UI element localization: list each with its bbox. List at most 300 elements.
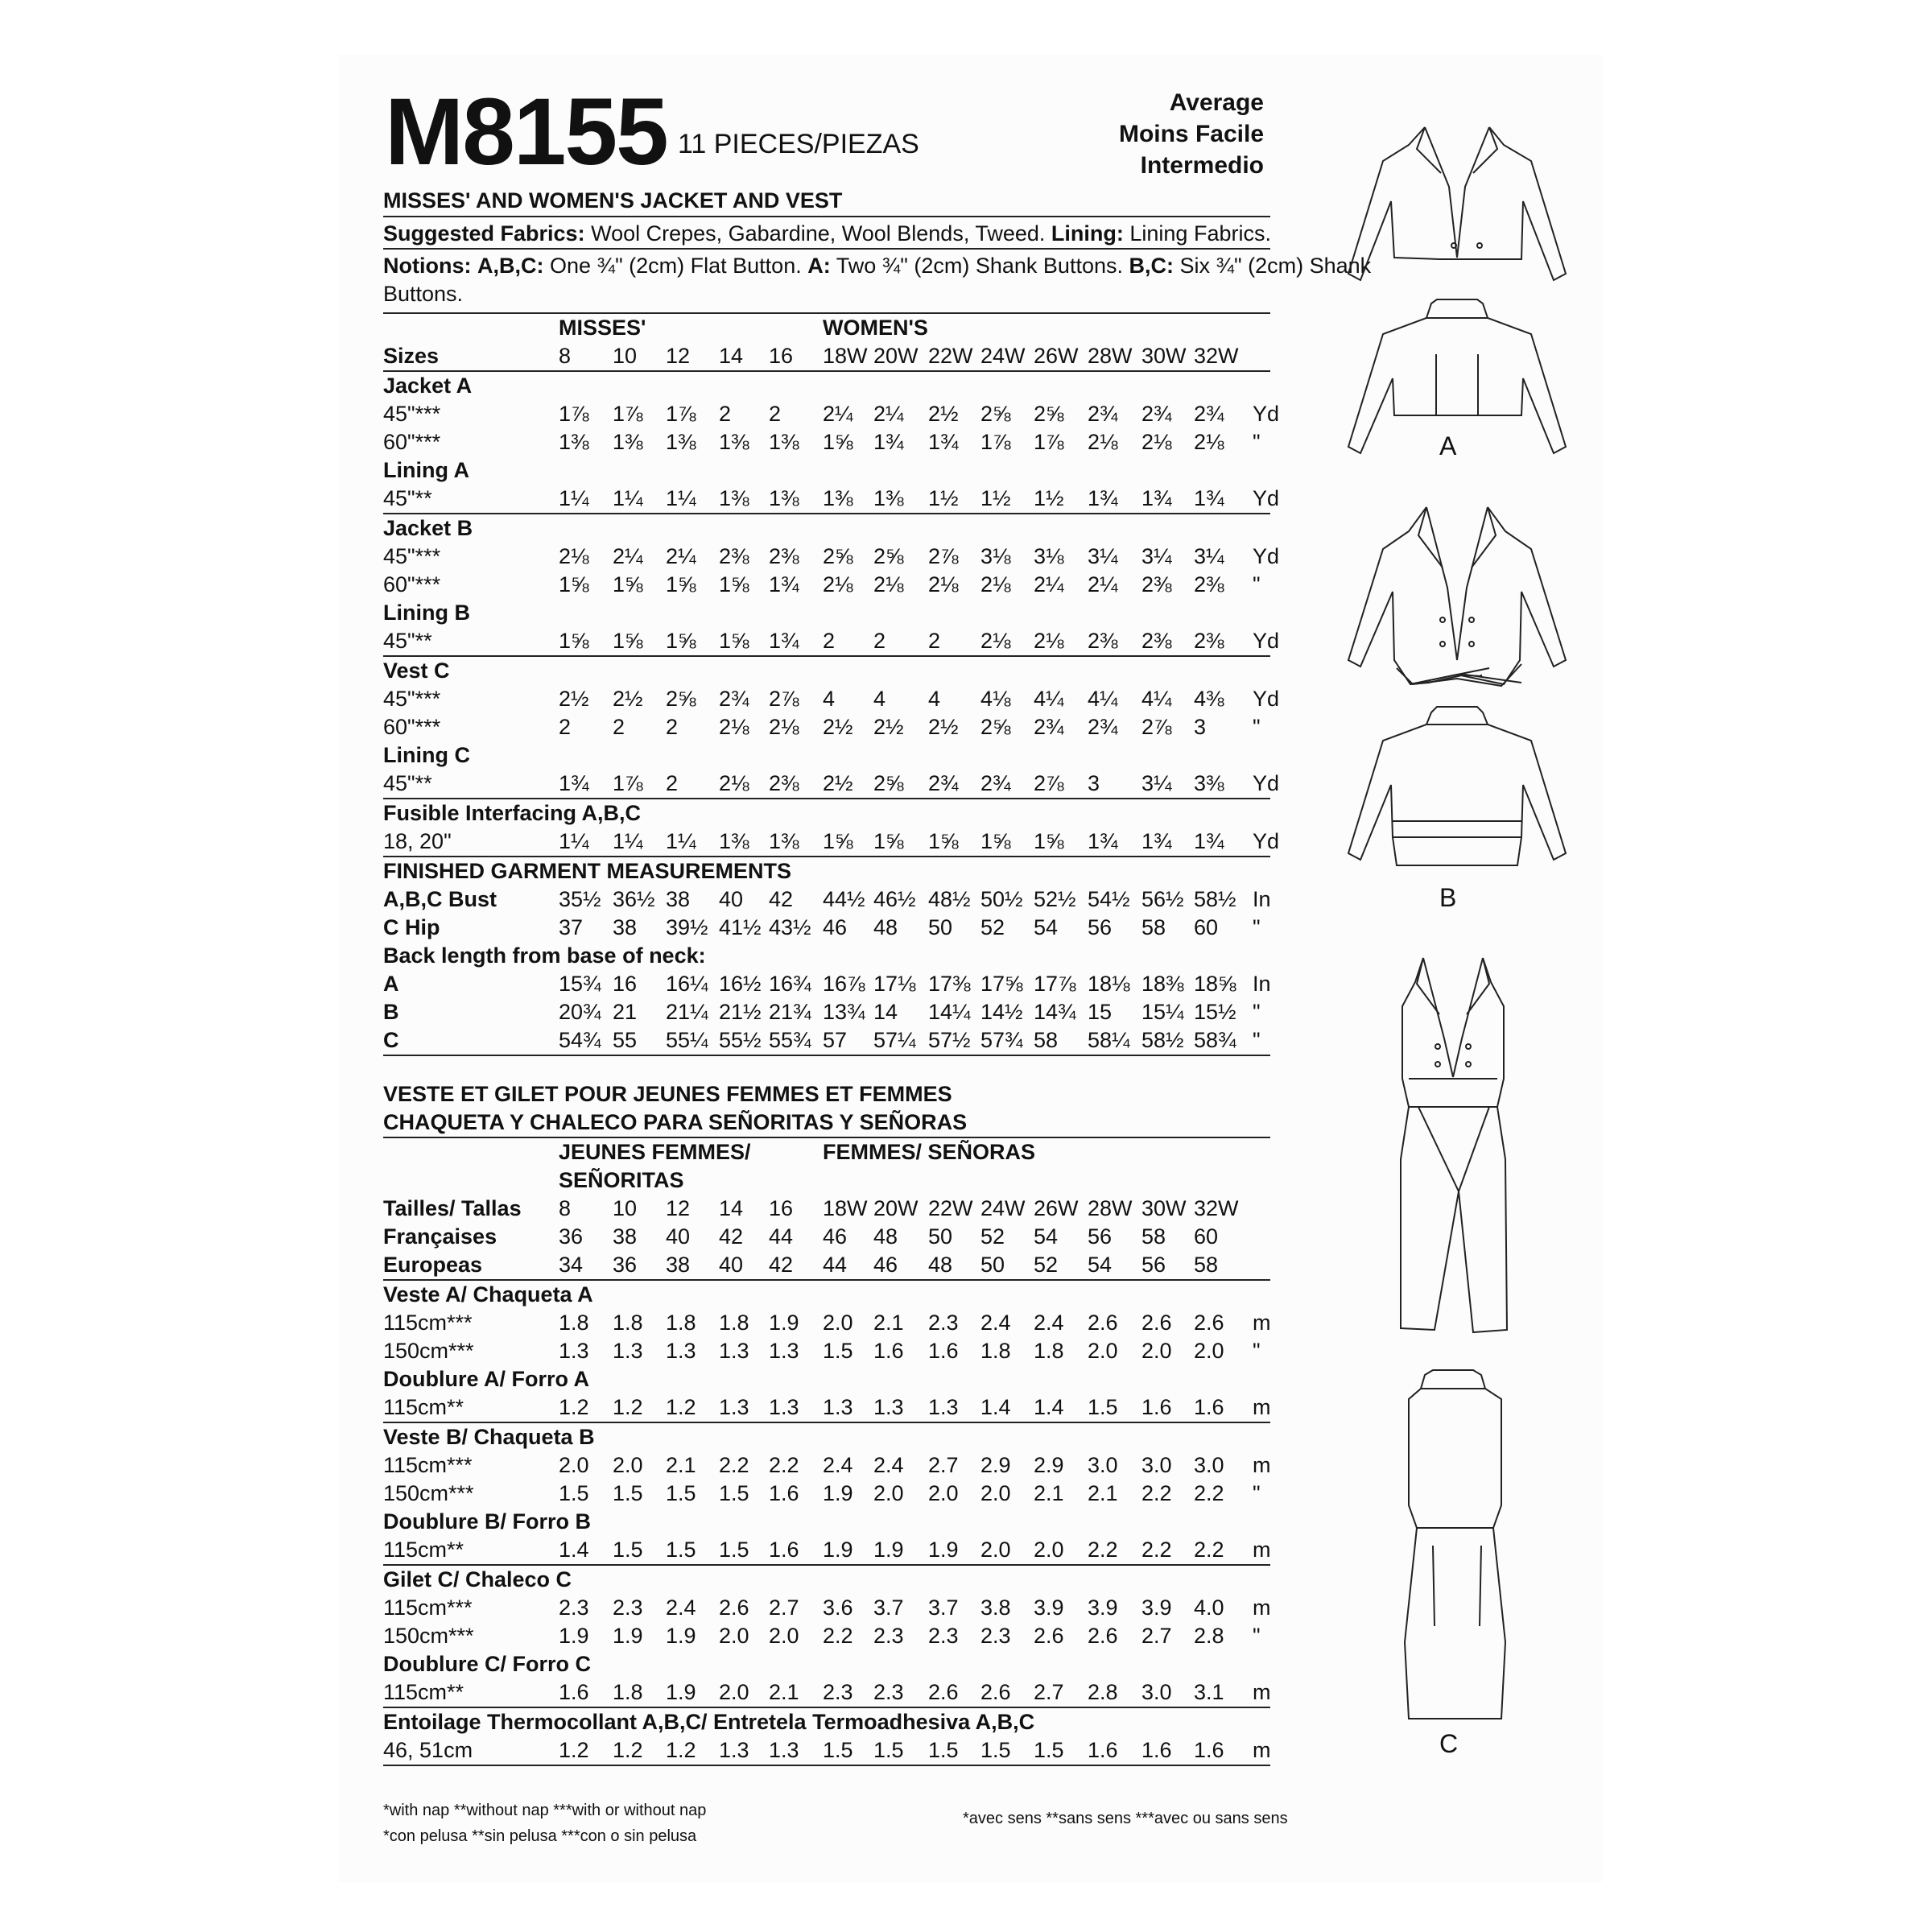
yardage-row — [383, 685, 1280, 713]
cell-value: 2⅜ — [769, 544, 799, 568]
cell-value: 36 — [559, 1224, 584, 1249]
cell-value: 1.8 — [559, 1311, 589, 1335]
row-label: Europeas — [383, 1253, 483, 1277]
cell-value: 2⅜ — [1194, 629, 1224, 653]
difficulty-levels — [1119, 87, 1264, 181]
cell-value: 16½ — [719, 972, 762, 996]
cell-value: 17⅝ — [980, 972, 1023, 996]
cell-value: 4 — [823, 687, 836, 711]
unit-label: " — [1253, 1481, 1261, 1505]
cell-value: 2.7 — [928, 1453, 959, 1477]
cell-value: 48 — [928, 1253, 953, 1277]
cell-value: 55 — [613, 1028, 638, 1052]
cell-value: 3.0 — [1194, 1453, 1224, 1477]
cell-value: 1.6 — [1141, 1395, 1172, 1419]
cell-value: 2.2 — [1088, 1538, 1118, 1562]
cell-value: 1¾ — [559, 771, 589, 795]
cell-value: 18⅜ — [1141, 972, 1184, 996]
cell-value: 1¼ — [666, 829, 696, 853]
cell-value: 1⅝ — [613, 572, 643, 597]
cell-value: 43½ — [769, 915, 811, 939]
yardage-row — [383, 543, 1280, 571]
section-title: Doublure B/ Forro B — [383, 1509, 591, 1534]
cell-value: 2.7 — [1034, 1680, 1064, 1704]
cell-value: 1.3 — [666, 1339, 696, 1363]
finished-title — [383, 857, 1270, 886]
cell-value: 1.6 — [559, 1680, 589, 1704]
cell-value: 4⅜ — [1194, 687, 1224, 711]
cell-value: 3.8 — [980, 1596, 1011, 1620]
unit-label: In — [1253, 972, 1271, 996]
unit-label: m — [1253, 1596, 1271, 1620]
cell-value: 1¼ — [666, 486, 696, 510]
cell-value: 1⅞ — [613, 402, 643, 426]
cell-value: 2.6 — [1088, 1311, 1118, 1335]
cell-value: 1.6 — [1141, 1738, 1172, 1762]
cell-value: 2⅝ — [1034, 402, 1064, 426]
fr-section-0-title — [383, 1281, 1270, 1309]
cell-value: 2⅛ — [1034, 629, 1064, 653]
unit-label: m — [1253, 1738, 1271, 1762]
cell-value: 1¼ — [613, 829, 643, 853]
section-title: Jacket B — [383, 516, 473, 540]
metric-row — [383, 1622, 1270, 1650]
cell-value: 2 — [719, 402, 732, 426]
cell-value: 17⅛ — [873, 972, 916, 996]
info-block — [383, 187, 1372, 314]
cell-value: 2¾ — [1034, 715, 1064, 739]
cell-value: 3¼ — [1194, 544, 1224, 568]
cell-value: 56 — [1088, 915, 1113, 939]
size-value: 26W — [1034, 344, 1079, 368]
cell-value: 18W — [823, 1196, 868, 1220]
cell-value: 1⅜ — [719, 486, 749, 510]
yardage-row — [383, 828, 1280, 857]
fabrics-label: Suggested Fabrics: — [383, 221, 585, 246]
cell-value: 1.6 — [928, 1339, 959, 1363]
cell-value: 2½ — [928, 715, 959, 739]
cell-value: 2 — [873, 629, 886, 653]
cell-value: 2.0 — [719, 1680, 749, 1704]
cell-value: 4.0 — [1194, 1596, 1224, 1620]
row-label: 46, 51cm — [383, 1738, 473, 1762]
cell-value: 2½ — [559, 687, 589, 711]
cell-value: 2 — [928, 629, 941, 653]
row-label: 115cm*** — [383, 1311, 473, 1335]
cell-value: 48 — [873, 915, 898, 939]
unit-label: m — [1253, 1311, 1271, 1335]
cell-value: 3⅛ — [980, 544, 1011, 568]
cell-value: 39½ — [666, 915, 708, 939]
cell-value: 2.1 — [1088, 1481, 1118, 1505]
section-title: CHAQUETA Y CHALECO PARA SEÑORITAS Y SEÑORAS — [383, 1110, 968, 1134]
cell-value: 2 — [769, 402, 782, 426]
cell-value: 16 — [769, 1196, 794, 1220]
cell-value: 1.4 — [980, 1395, 1011, 1419]
cell-value: 1.8 — [666, 1311, 696, 1335]
cell-value: 2.3 — [980, 1624, 1011, 1648]
cell-value: 4¼ — [1034, 687, 1064, 711]
cell-value: 1.8 — [719, 1311, 749, 1335]
cell-value: 2.2 — [1194, 1481, 1224, 1505]
cell-value: 2½ — [823, 771, 853, 795]
cell-value: 2.2 — [1194, 1538, 1224, 1562]
cell-value: 46 — [873, 1253, 898, 1277]
cell-value: 2⅛ — [719, 715, 749, 739]
cell-value: 2⅛ — [1141, 430, 1172, 454]
cell-value: 14½ — [980, 1000, 1023, 1024]
cell-value: 15¼ — [1141, 1000, 1184, 1024]
metric-row — [383, 1736, 1270, 1766]
cell-value: 16 — [613, 972, 638, 996]
cell-value: 2.0 — [1194, 1339, 1224, 1363]
size-groups-1 — [383, 1138, 1270, 1166]
size-row — [383, 1195, 1270, 1223]
cell-value: 54 — [1034, 915, 1059, 939]
cell-value: 2.0 — [1141, 1339, 1172, 1363]
jacket-b-sketch — [1336, 499, 1578, 902]
cell-value: 15 — [1088, 1000, 1113, 1024]
cell-value: 2.0 — [1088, 1339, 1118, 1363]
cell-value: 2⅞ — [769, 687, 799, 711]
cell-value: 17⅞ — [1034, 972, 1076, 996]
cell-value: 2.2 — [1141, 1481, 1172, 1505]
cell-value: 3.0 — [1141, 1453, 1172, 1477]
cell-value: 16⅞ — [823, 972, 865, 996]
cell-value: 2.6 — [1034, 1624, 1064, 1648]
section-3-title — [383, 599, 1270, 627]
cell-value: 2⅜ — [769, 771, 799, 795]
back-length-row — [383, 1026, 1270, 1056]
cell-value: 2⅛ — [559, 544, 589, 568]
cell-value: 2.4 — [873, 1453, 904, 1477]
cell-value: 1¾ — [1141, 486, 1172, 510]
row-label: 115cm*** — [383, 1596, 473, 1620]
row-label: 18, 20" — [383, 829, 452, 853]
lining-label: Lining: — [1051, 221, 1124, 246]
fr-section-3-title — [383, 1508, 1270, 1536]
cell-value: 4 — [873, 687, 886, 711]
unit-label: " — [1253, 1624, 1261, 1648]
cell-value: 2⅛ — [980, 572, 1011, 597]
cell-value: 44 — [769, 1224, 794, 1249]
cell-value: 1⅝ — [823, 430, 853, 454]
unit-label: Yd — [1253, 771, 1280, 795]
cell-value: 2.8 — [1088, 1680, 1118, 1704]
cell-value: 1.5 — [873, 1738, 904, 1762]
cell-value: 42 — [769, 1253, 794, 1277]
cell-value: 1.8 — [980, 1339, 1011, 1363]
cell-value: 40 — [719, 887, 744, 911]
cell-value: 1.5 — [719, 1538, 749, 1562]
cell-value: 2⅜ — [1088, 629, 1118, 653]
cell-value: 4¼ — [1141, 687, 1172, 711]
cell-value: 1⅜ — [613, 430, 643, 454]
cell-value: 2.0 — [559, 1453, 589, 1477]
section-title: VESTE ET GILET POUR JEUNES FEMMES ET FEMMES — [383, 1082, 952, 1106]
finished-row — [383, 886, 1270, 914]
cell-value: 2⅞ — [928, 544, 959, 568]
title-es — [383, 1108, 1270, 1138]
section-title: Doublure A/ Forro A — [383, 1367, 589, 1391]
cell-value: 34 — [559, 1253, 584, 1277]
cell-value: 14 — [719, 1196, 744, 1220]
fabrics-text: Wool Crepes, Gabardine, Wool Blends, Tweed. — [591, 221, 1046, 246]
cell-value: 54½ — [1088, 887, 1130, 911]
section-title: Fusible Interfacing A,B,C — [383, 801, 642, 825]
cell-value: 44½ — [823, 887, 865, 911]
cell-value: 21¾ — [769, 1000, 811, 1024]
cell-value: 1.9 — [873, 1538, 904, 1562]
row-label: Tailles/ Tallas — [383, 1196, 522, 1220]
cell-value: 2⅛ — [928, 572, 959, 597]
cell-value: 52 — [980, 915, 1005, 939]
size-value: 32W — [1194, 344, 1239, 368]
row-label: 60"*** — [383, 572, 441, 597]
cell-value: 2.6 — [980, 1680, 1011, 1704]
cell-value: 1⅜ — [666, 430, 696, 454]
cell-value: 12 — [666, 1196, 691, 1220]
cell-value: 2.0 — [873, 1481, 904, 1505]
cell-value: 1⅜ — [559, 430, 589, 454]
cell-value: 2.1 — [1034, 1481, 1064, 1505]
unit-label: In — [1253, 887, 1271, 911]
cell-value: 20W — [873, 1196, 919, 1220]
cell-value: 57¾ — [980, 1028, 1023, 1052]
cell-value: 46½ — [873, 887, 916, 911]
row-label: 115cm*** — [383, 1453, 473, 1477]
cell-value: 2⅝ — [980, 402, 1011, 426]
cell-value: 3¼ — [1141, 544, 1172, 568]
size-value: 14 — [719, 344, 744, 368]
cell-value: 1¾ — [1194, 829, 1224, 853]
cell-value: 2⅝ — [823, 544, 853, 568]
metric-row — [383, 1536, 1270, 1566]
cell-value: 32W — [1194, 1196, 1239, 1220]
cell-value: 1.9 — [823, 1538, 853, 1562]
cell-value: 1⅝ — [1034, 829, 1064, 853]
cell-value: 1.5 — [823, 1738, 853, 1762]
metric-row — [383, 1594, 1270, 1622]
cell-value: 2⅛ — [1088, 430, 1118, 454]
cell-value: 1¼ — [613, 486, 643, 510]
section-title: FINISHED GARMENT MEASUREMENTS — [383, 859, 792, 883]
section-title: Veste A/ Chaqueta A — [383, 1282, 593, 1307]
back-length-title — [383, 942, 1270, 970]
cell-value: 1.8 — [1034, 1339, 1064, 1363]
row-label: 45"*** — [383, 544, 441, 568]
cell-value: 1¾ — [769, 572, 799, 597]
row-label: 150cm*** — [383, 1481, 474, 1505]
cell-value: 1½ — [928, 486, 959, 510]
cell-value: 1¾ — [1141, 829, 1172, 853]
cell-value: 1.2 — [613, 1738, 643, 1762]
cell-value: 2⅝ — [873, 771, 904, 795]
yardage-row — [383, 713, 1270, 741]
size-value: 18W — [823, 344, 868, 368]
group-misses: MISSES' — [559, 316, 646, 340]
cell-value: 2.3 — [928, 1624, 959, 1648]
cell-value: 1.5 — [613, 1538, 643, 1562]
cell-value: 1.4 — [559, 1538, 589, 1562]
cell-value: 38 — [613, 915, 638, 939]
size-groups — [383, 314, 1270, 342]
cell-value: 1⅜ — [769, 430, 799, 454]
cell-value: 2⅛ — [769, 715, 799, 739]
back-length-row — [383, 970, 1270, 998]
cell-value: 2.9 — [1034, 1453, 1064, 1477]
cell-value: 57½ — [928, 1028, 971, 1052]
pattern-number: M8155 — [385, 79, 667, 185]
cell-value: 2.0 — [1034, 1538, 1064, 1562]
cell-value: 2.0 — [980, 1538, 1011, 1562]
notions: Notions: A,B,C: One ¾" (2cm) Flat Button. A: Two ¾" (2cm) Shank Buttons. B,C: Six ¾" (2cm) Shank Buttons. — [383, 250, 1270, 314]
cell-value: 1¼ — [559, 486, 589, 510]
cell-value: 60 — [1194, 1224, 1219, 1249]
section-title: Veste B/ Chaqueta B — [383, 1425, 595, 1449]
cell-value: 1.6 — [1194, 1738, 1224, 1762]
cell-value: 54 — [1088, 1253, 1113, 1277]
finished-row — [383, 914, 1270, 942]
cell-value: 30W — [1141, 1196, 1187, 1220]
cell-value: 2⅛ — [719, 771, 749, 795]
cell-value: 1¾ — [1194, 486, 1224, 510]
metric-row — [383, 1309, 1270, 1337]
cell-value: 3.0 — [1088, 1453, 1118, 1477]
cell-value: 1½ — [1034, 486, 1064, 510]
size-value: 10 — [613, 344, 638, 368]
fr-section-5-title — [383, 1650, 1270, 1678]
section-title: Jacket A — [383, 374, 473, 398]
cell-value: 40 — [666, 1224, 691, 1249]
size-value: 8 — [559, 344, 572, 368]
cell-value: 1.9 — [559, 1624, 589, 1648]
cell-value: 1.9 — [769, 1311, 799, 1335]
cell-value: 2.1 — [666, 1453, 696, 1477]
cell-value: 1.8 — [613, 1311, 643, 1335]
cell-value: 2.2 — [769, 1453, 799, 1477]
footnote-fr: *avec sens **sans sens ***avec ou sans sens — [963, 1810, 1288, 1827]
unit-label: Yd — [1253, 687, 1280, 711]
metric-row — [383, 1480, 1270, 1508]
cell-value: 2¾ — [980, 771, 1011, 795]
cell-value: 3.7 — [928, 1596, 959, 1620]
cell-value: 1.5 — [823, 1339, 853, 1363]
group-jeunes: JEUNES FEMMES/ — [559, 1140, 751, 1164]
size-value: 22W — [928, 344, 973, 368]
unit-label: " — [1253, 572, 1261, 597]
cell-value: 2¾ — [1088, 715, 1118, 739]
cell-value: 2⅜ — [719, 544, 749, 568]
unit-label: m — [1253, 1395, 1271, 1419]
cell-value: 1.4 — [1034, 1395, 1064, 1419]
view-label-c: C — [1439, 1729, 1459, 1758]
cell-value: 2.9 — [980, 1453, 1011, 1477]
cell-value: 3¼ — [1141, 771, 1172, 795]
cell-value: 2¾ — [1194, 402, 1224, 426]
yardage-row — [383, 428, 1270, 456]
cell-value: 2.6 — [1088, 1624, 1118, 1648]
cell-value: 3.9 — [1088, 1596, 1118, 1620]
cell-value: 37 — [559, 915, 584, 939]
cell-value: 21 — [613, 1000, 638, 1024]
cell-value: 2.7 — [769, 1596, 799, 1620]
cell-value: 4 — [928, 687, 941, 711]
cell-value: 1⅞ — [613, 771, 643, 795]
cell-value: 42 — [719, 1224, 744, 1249]
metric-row — [383, 1451, 1270, 1480]
footnote-en: *with nap **without nap ***with or without nap — [383, 1802, 707, 1819]
cell-value: 1⅝ — [928, 829, 959, 853]
cell-value: 35½ — [559, 887, 601, 911]
back-length-row — [383, 998, 1270, 1026]
cell-value: 2.7 — [1141, 1624, 1172, 1648]
cell-value: 1⅝ — [823, 829, 853, 853]
level-es: Intermedio — [1140, 152, 1264, 179]
row-label: 45"*** — [383, 687, 441, 711]
yardage-row — [383, 571, 1270, 599]
size-groups-2 — [383, 1166, 1270, 1195]
cell-value: 1⅝ — [873, 829, 904, 853]
cell-value: 1⅜ — [769, 829, 799, 853]
cell-value: 2¼ — [823, 402, 853, 426]
cell-value: 1.2 — [666, 1395, 696, 1419]
title-fr — [383, 1080, 1270, 1108]
row-label: 150cm*** — [383, 1339, 474, 1363]
row-label: 115cm** — [383, 1395, 464, 1419]
section-2-title — [383, 514, 1270, 543]
cell-value: 1.3 — [823, 1395, 853, 1419]
cell-value: 1.9 — [823, 1481, 853, 1505]
cell-value: 2¾ — [1141, 402, 1172, 426]
cell-value: 1.5 — [719, 1481, 749, 1505]
cell-value: 50 — [928, 1224, 953, 1249]
yardage-row — [383, 627, 1280, 657]
section-title: Lining C — [383, 743, 470, 767]
cell-value: 36½ — [613, 887, 655, 911]
cell-value: 58½ — [1141, 1028, 1184, 1052]
cell-value: 2⅜ — [1141, 629, 1172, 653]
cell-value: 36 — [613, 1253, 638, 1277]
lining-text: Lining Fabrics. — [1129, 221, 1271, 246]
cell-value: 2¾ — [719, 687, 749, 711]
size-value: 12 — [666, 344, 691, 368]
cell-value: 2⅞ — [1034, 771, 1064, 795]
suggested-fabrics — [383, 217, 1270, 250]
cell-value: 48½ — [928, 887, 971, 911]
cell-value: 1.9 — [613, 1624, 643, 1648]
row-label: C Hip — [383, 915, 440, 939]
cell-value: 18⅝ — [1194, 972, 1236, 996]
cell-value: 2⅛ — [873, 572, 904, 597]
cell-value: 1½ — [980, 486, 1011, 510]
cell-value: 1⅜ — [719, 829, 749, 853]
cell-value: 22W — [928, 1196, 973, 1220]
cell-value: 55¾ — [769, 1028, 811, 1052]
section-title: Gilet C/ Chaleco C — [383, 1567, 572, 1591]
cell-value: 1⅝ — [559, 629, 589, 653]
cell-value: 2⅜ — [1141, 572, 1172, 597]
cell-value: 1.9 — [666, 1624, 696, 1648]
cell-value: 2 — [823, 629, 836, 653]
row-label: 150cm*** — [383, 1624, 474, 1648]
cell-value: 1.5 — [613, 1481, 643, 1505]
group-senoritas: SEÑORITAS — [559, 1168, 684, 1192]
cell-value: 1.6 — [873, 1339, 904, 1363]
cell-value: 2.1 — [769, 1680, 799, 1704]
cell-value: 1.3 — [769, 1395, 799, 1419]
cell-value: 2.3 — [873, 1680, 904, 1704]
